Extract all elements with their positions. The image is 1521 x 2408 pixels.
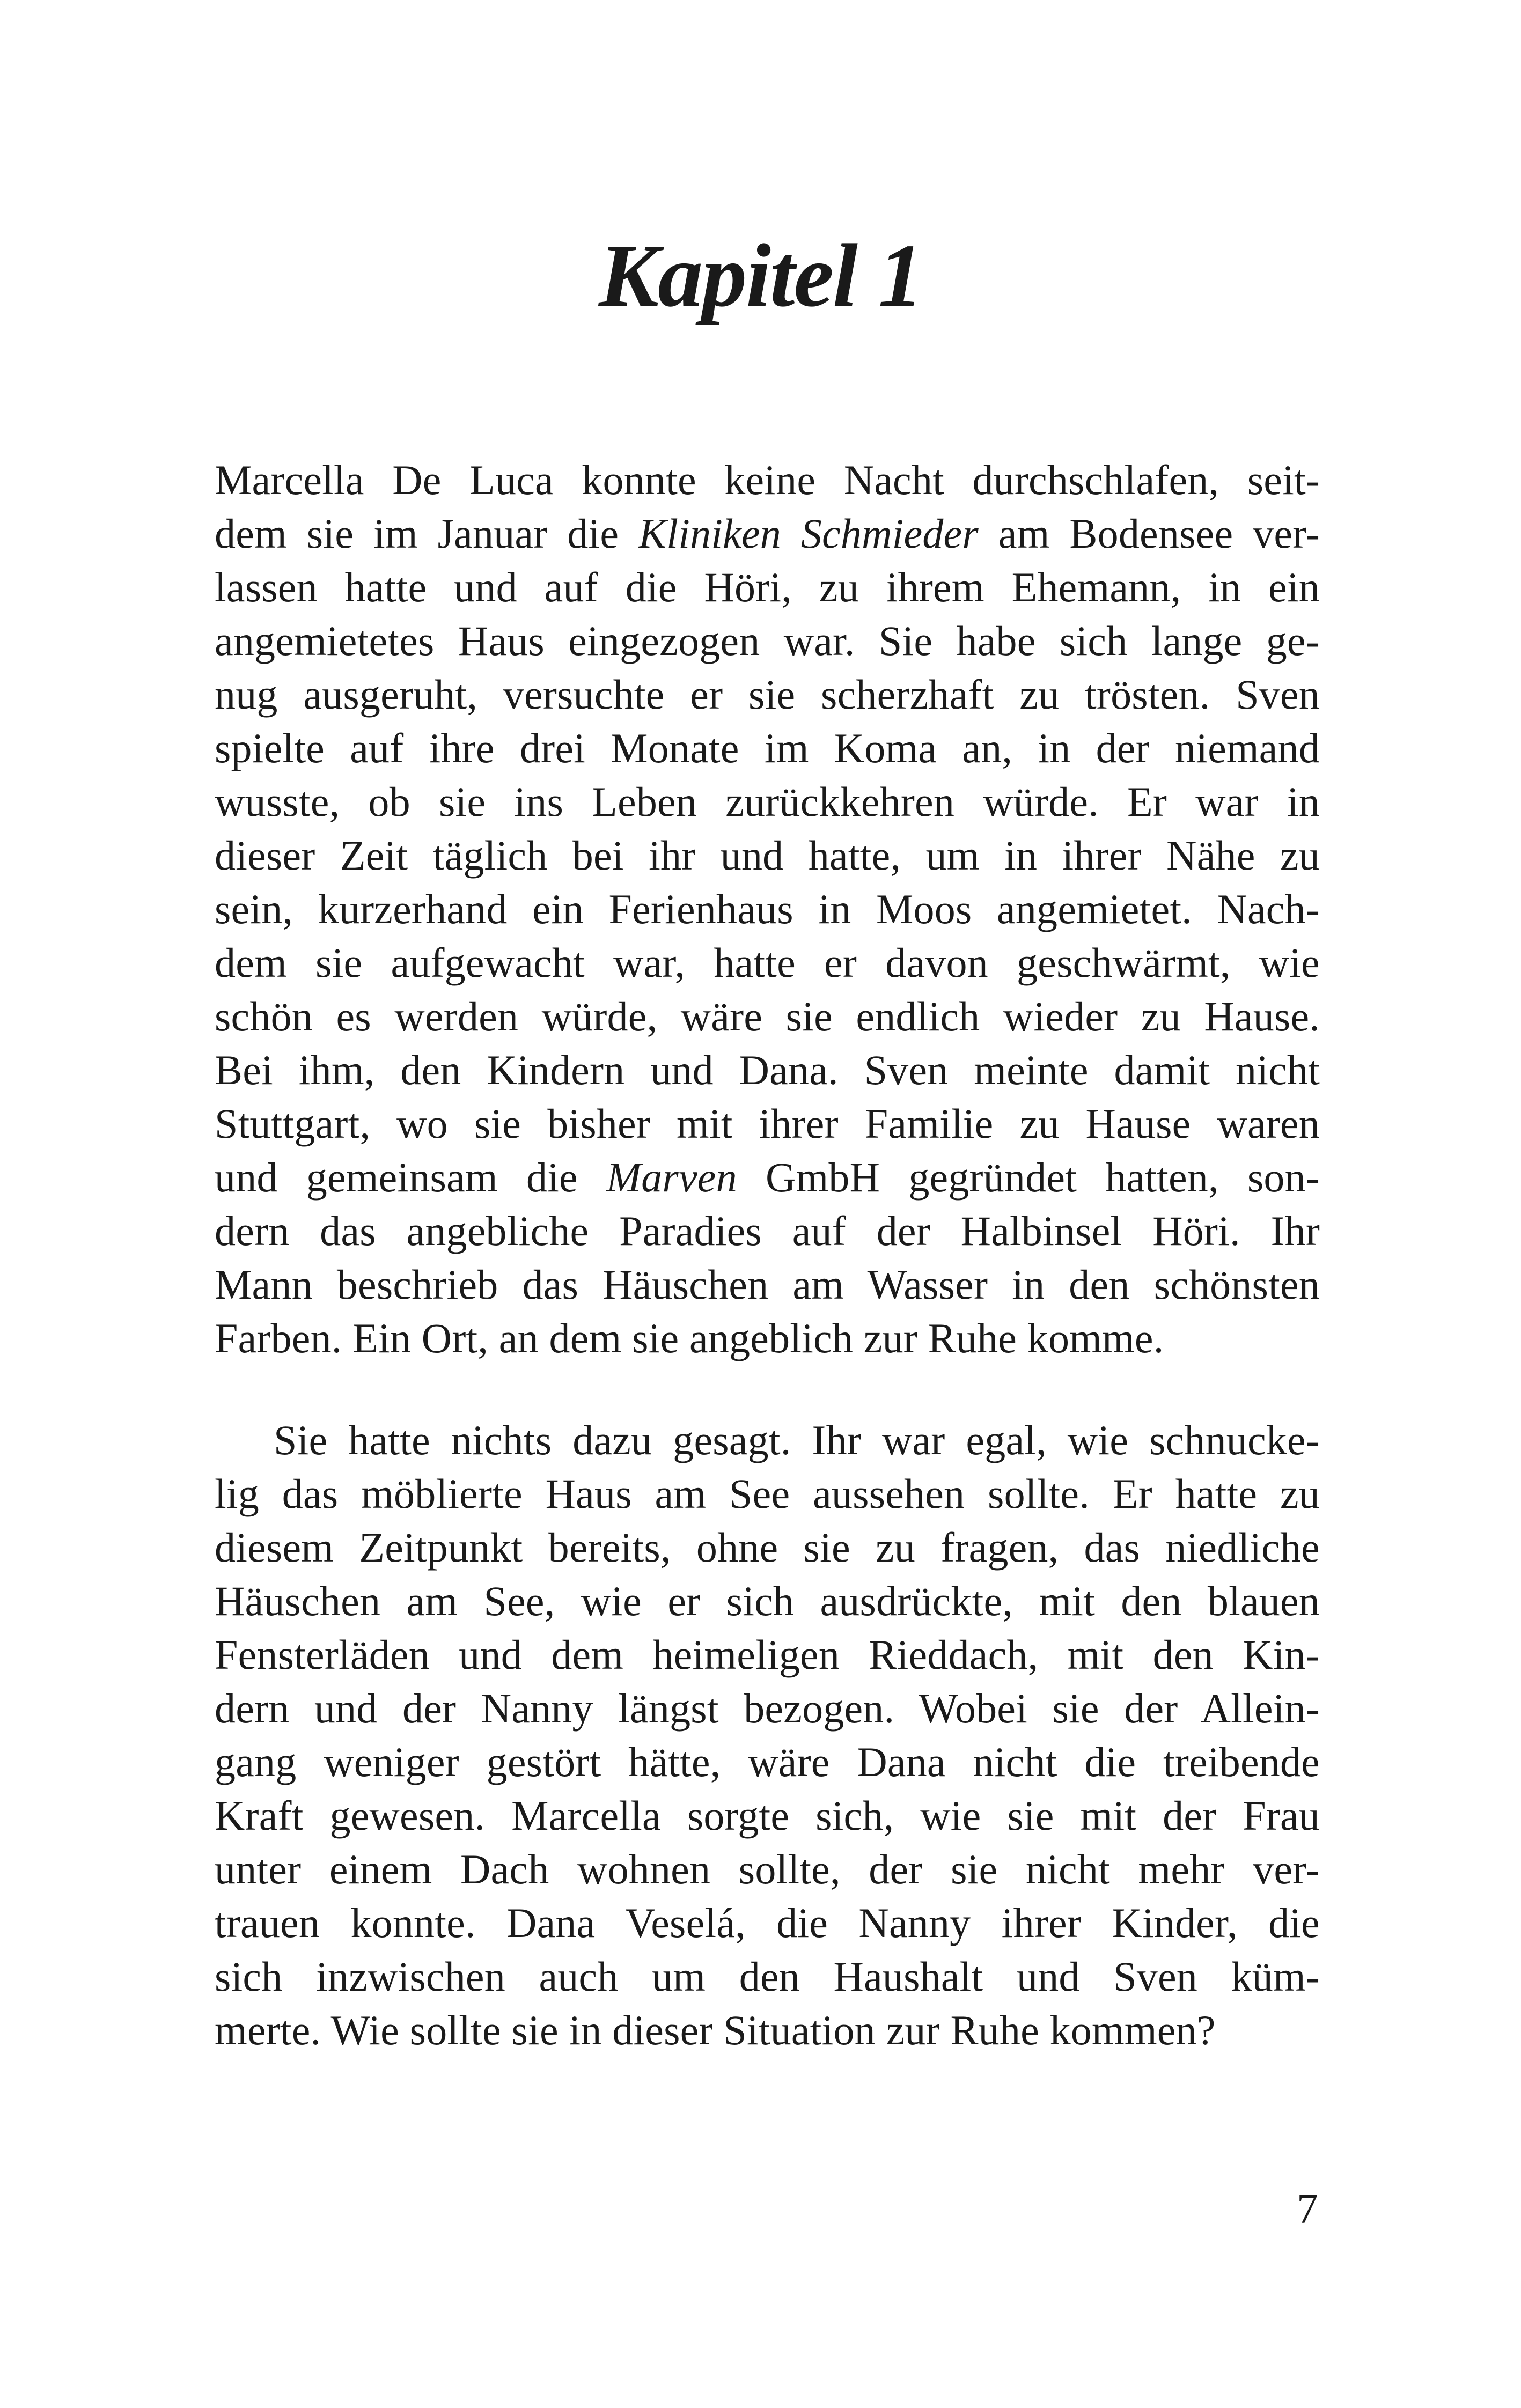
text-segment: am Bodensee ver- (978, 510, 1320, 557)
text-segment: und gemeinsam die (215, 1154, 607, 1201)
text-line: gang weniger gestört hätte, wäre Dana nicht die treibende (215, 1739, 1320, 1785)
text-line: Kraft gewesen. Marcella sorgte sich, wie sie mit der Frau (215, 1792, 1320, 1839)
text-line: Fensterläden und dem heimeligen Rieddach, mit den Kin- (215, 1631, 1320, 1678)
text-line: merte. Wie sollte sie in dieser Situation zur Ruhe kommen? (215, 2007, 1216, 2053)
text-line: dern und der Nanny längst bezogen. Wobei sie der Allein- (215, 1685, 1320, 1732)
text-segment: dem sie im Januar die (215, 510, 639, 557)
text-line: Farben. Ein Ort, an dem sie angeblich zur Ruhe komme. (215, 1315, 1164, 1361)
text-line: Mann beschrieb das Häuschen am Wasser in den schönsten (215, 1261, 1320, 1308)
text-line: schön es werden würde, wäre sie endlich wieder zu Hause. (215, 993, 1320, 1040)
paragraph-2 (215, 1413, 1320, 2057)
chapter-title: Kapitel 1 (599, 226, 922, 326)
text-line: sein, kurzerhand ein Ferienhaus in Moos angemietet. Nach- (215, 886, 1320, 932)
text-line: nug ausgeruht, versuchte er sie scherzhaft zu trösten. Sven (215, 671, 1320, 718)
text-line: diesem Zeitpunkt bereits, ohne sie zu fragen, das niedliche (215, 1524, 1320, 1571)
text-segment: GmbH gegründet hatten, son- (737, 1154, 1320, 1201)
italic-text: Kliniken Schmieder (638, 510, 979, 557)
text-line: dieser Zeit täglich bei ihr und hatte, um in ihrer Nähe zu (215, 832, 1320, 879)
text-line: dern das angebliche Paradies auf der Halbinsel Höri. Ihr (215, 1207, 1320, 1254)
text-line: dem sie aufgewacht war, hatte er davon geschwärmt, wie (215, 939, 1320, 986)
text-line: lassen hatte und auf die Höri, zu ihrem Ehemann, in ein (215, 564, 1320, 610)
text-line: Häuschen am See, wie er sich ausdrückte, mit den blauen (215, 1578, 1320, 1624)
text-line: wusste, ob sie ins Leben zurückkehren würde. Er war in (215, 778, 1320, 825)
text-line (215, 1151, 1320, 1204)
text-line: lig das möblierte Haus am See aussehen sollte. Er hatte zu (215, 1470, 1320, 1517)
page-number: 7 (1297, 2185, 1318, 2233)
text-line: spielte auf ihre drei Monate im Koma an, in der niemand (215, 725, 1320, 771)
text-line: Sie hatte nichts dazu gesagt. Ihr war egal, wie schnucke- (274, 1417, 1320, 1463)
paragraph-1 (215, 453, 1320, 1365)
text-line: trauen konnte. Dana Veselá, die Nanny ihrer Kinder, die (215, 1899, 1320, 1946)
text-line (215, 507, 1320, 561)
text-line: Stuttgart, wo sie bisher mit ihrer Familie zu Hause waren (215, 1100, 1320, 1147)
text-line: Marcella De Luca konnte keine Nacht durchschlafen, seit- (215, 456, 1320, 503)
text-line: angemietetes Haus eingezogen war. Sie habe sich lange ge- (215, 617, 1320, 664)
text-line: unter einem Dach wohnen sollte, der sie nicht mehr ver- (215, 1846, 1320, 1892)
text-line: sich inzwischen auch um den Haushalt und Sven küm- (215, 1953, 1320, 2000)
text-line: Bei ihm, den Kindern und Dana. Sven meinte damit nicht (215, 1047, 1320, 1093)
italic-text: Marven (606, 1154, 737, 1201)
